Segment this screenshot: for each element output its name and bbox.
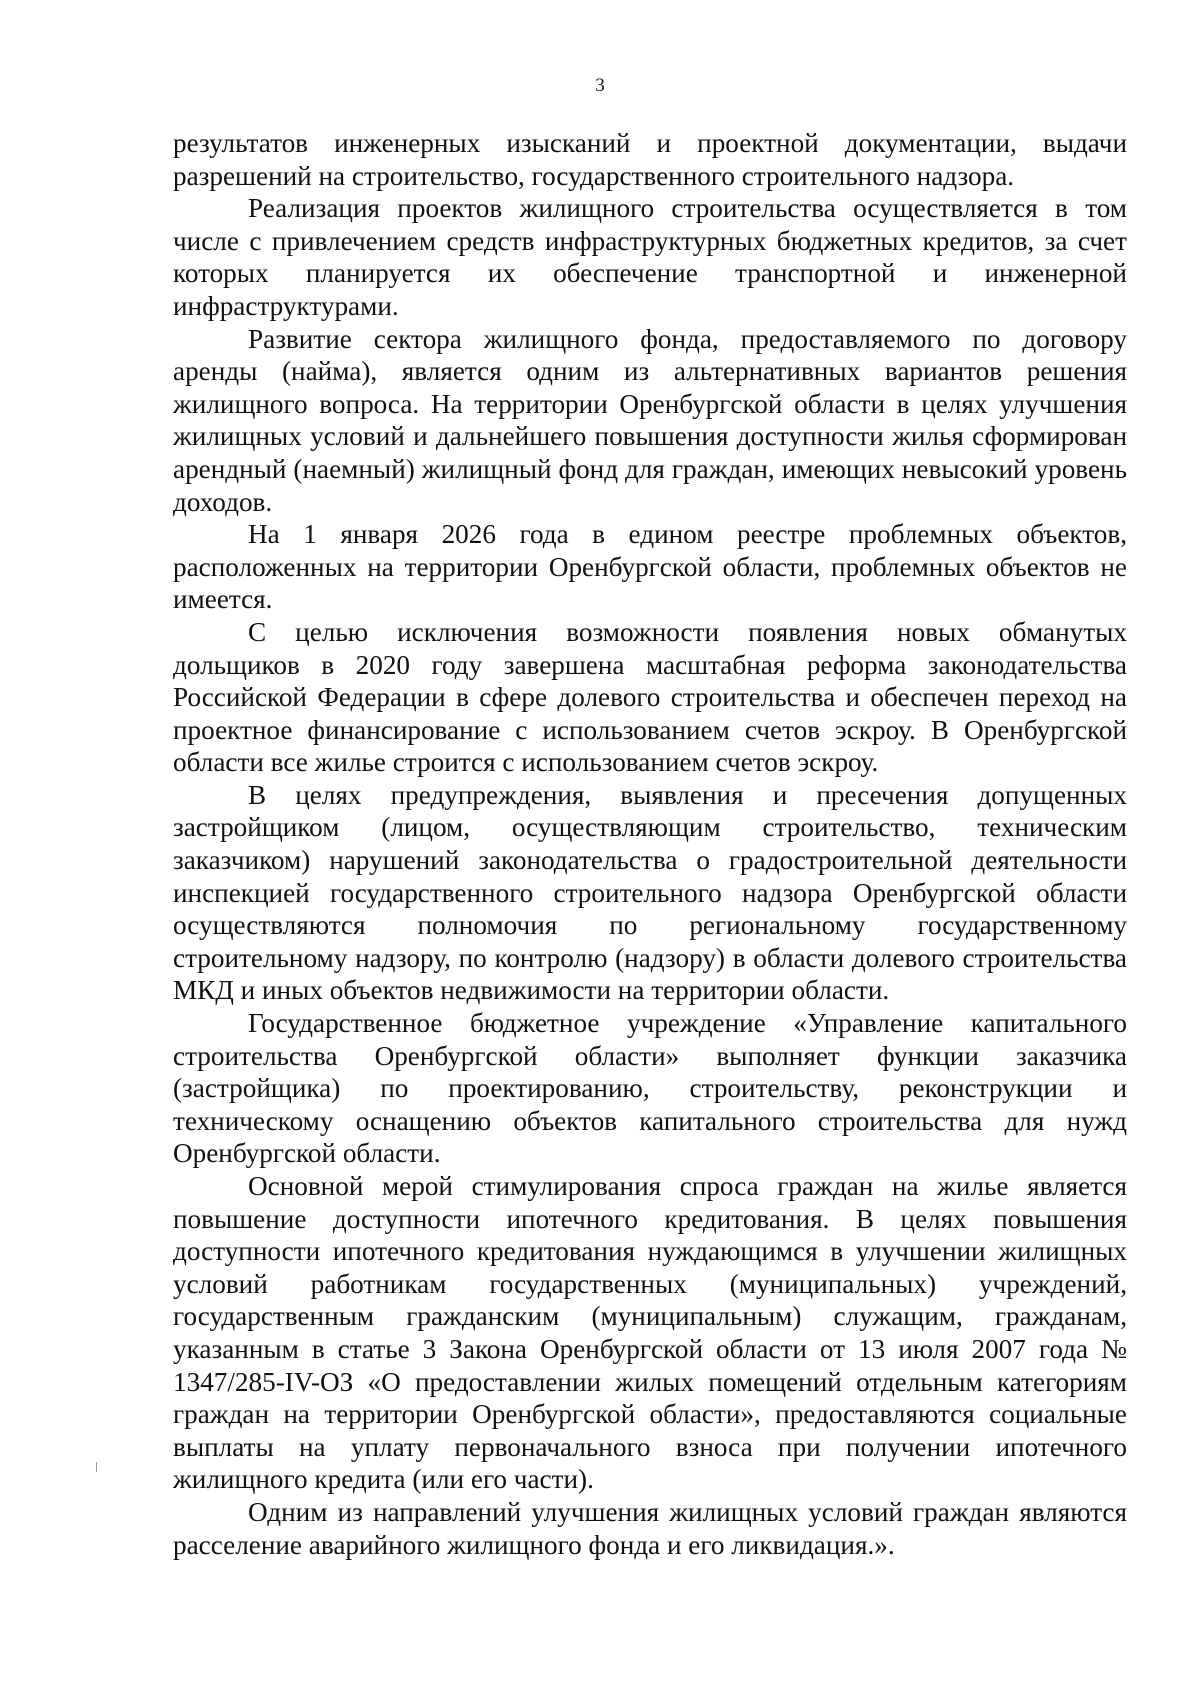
paragraph-emergency-housing: Одним из направлений улучшения жилищных условий граждан являются расселение аварийного жилищного фонда и его ликвидация.». — [173, 1496, 1127, 1560]
paragraph-mortgage-support: Основной мерой стимулирования спроса граждан на жилье является повышение доступности ипотечного кредитования. В целях повышения доступности ипотечного кредитования нуждающимся в улучшении жилищных условий работникам государственных (муниципальных) учреждений, государственным гражданским (муниципальным) служащим, гражданам, указанным в статье 3 Закона Оренбургской области от 13 июля 2007 года № 1347/285-IV-ОЗ «О предоставлении жилых помещений отдельным категориям граждан на территории Оренбургской области», предоставляются социальные выплаты на уплату первоначального взноса при получении ипотечного жилищного кредита (или его части). — [173, 1171, 1127, 1495]
document-body — [173, 127, 1127, 1561]
paragraph-construction-supervision: В целях предупреждения, выявления и пресечения допущенных застройщиком (лицом, осуществляющим строительство, техническим заказчиком) нарушений законодательства о градостроительной деятельности инспекцией государственного строительного надзора Оренбургской области осуществляются полномочия по региональному государственному строительному надзору, по контролю (надзору) в области долевого строительства МКД и иных объектов недвижимости на территории области. — [173, 779, 1127, 1006]
paragraph-escrow-reform: С целью исключения возможности появления новых обманутых дольщиков в 2020 году завершена масштабная реформа законодательства Российской Федерации в сфере долевого строительства и обеспечен переход на проектное финансирование с использованием счетов эскроу. В Оренбургской области все жилье строится с использованием счетов эскроу. — [173, 616, 1127, 778]
paragraph-capital-construction-agency: Государственное бюджетное учреждение «Управление капитального строительства Оренбургской области» выполняет функции заказчика (застройщика) по проектированию, строительству, реконструкции и техническому оснащению объектов капитального строительства для нужд Оренбургской области. — [173, 1008, 1127, 1169]
paragraph-rental-housing: Развитие сектора жилищного фонда, предоставляемого по договору аренды (найма), является одним из альтернативных вариантов решения жилищного вопроса. На территории Оренбургской области в целях улучшения жилищных условий и дальнейшего повышения доступности жилья сформирован арендный (наемный) жилищный фонд для граждан, имеющих невысокий уровень доходов. — [173, 323, 1127, 517]
scan-margin-mark — [96, 1462, 97, 1472]
paragraph-infrastructure-credits: Реализация проектов жилищного строительства осуществляется в том числе с привлечением средств инфраструктурных бюджетных кредитов, за счет которых планируется их обеспечение транспортной и инженерной инфраструктурами. — [173, 193, 1127, 321]
page-number: 3 — [595, 75, 605, 96]
paragraph-continuation: результатов инженерных изысканий и проектной документации, выдачи разрешений на строительство, государственного строительного надзора. — [173, 128, 1127, 191]
paragraph-problem-objects: На 1 января 2026 года в едином реестре проблемных объектов, расположенных на территории Оренбургской области, проблемных объектов не имеется. — [173, 519, 1127, 615]
